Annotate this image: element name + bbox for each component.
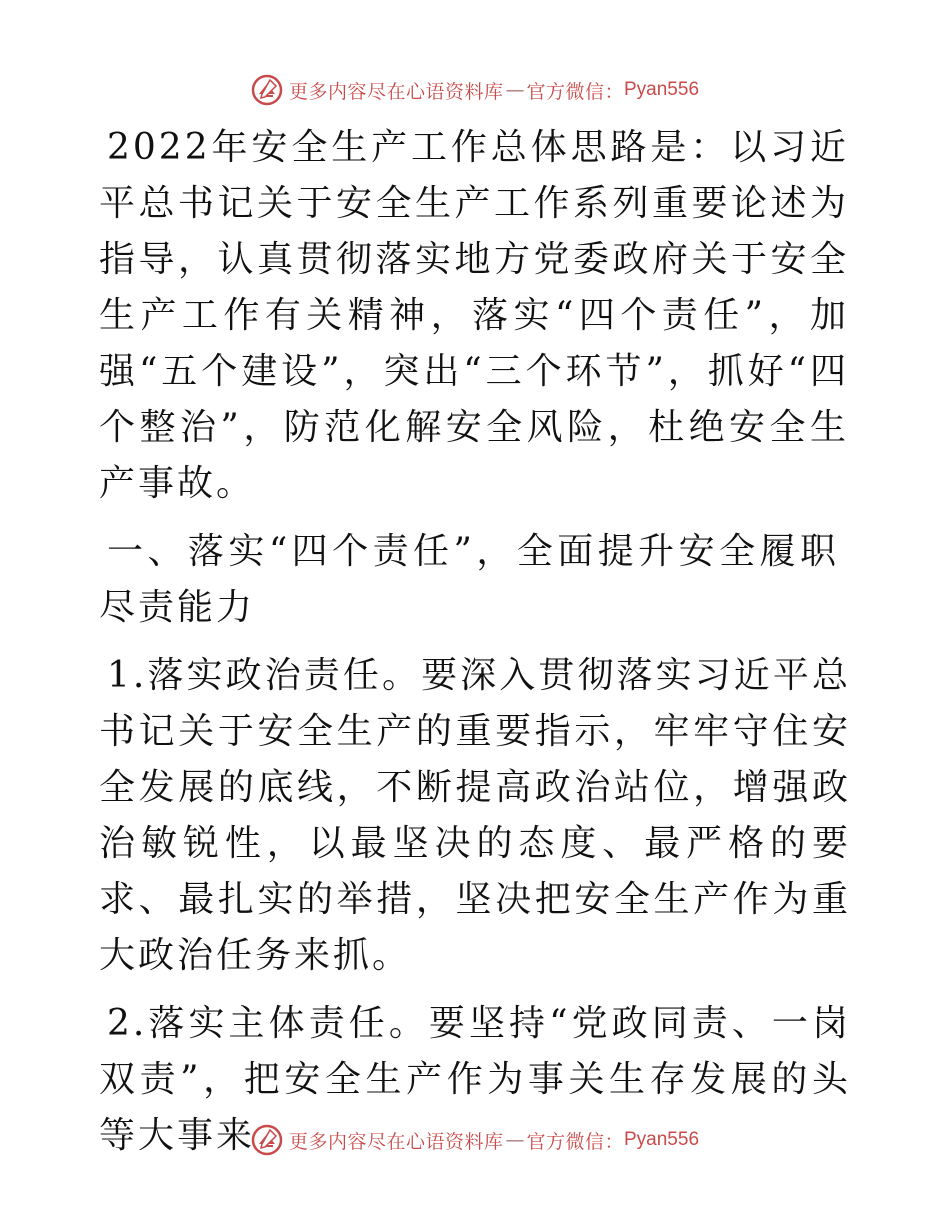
book-pen-icon bbox=[251, 74, 283, 106]
document-body bbox=[99, 120, 854, 1176]
watermark-separator: — bbox=[505, 79, 525, 101]
book-pen-icon bbox=[251, 1124, 283, 1156]
watermark-label: 官方微信： bbox=[526, 80, 624, 103]
intro-paragraph: 2022年安全生产工作总体思路是：以习近平总书记关于安全生产工作系列重要论述为指导，认真贯彻落实地方党委政府关于安全生产工作有关精神，落实“四个责任”，加强“五个建设”，突出“三个环节”，抓好“四个整治”，防范化解安全风险，杜绝安全生产事故。 bbox=[99, 127, 849, 504]
item-paragraph-2: 2.落实主体责任。要坚持“党政同责、一岗双责”，把安全生产作为事关生存发展的头等大事来 bbox=[99, 1003, 851, 1156]
watermark-text: 更多内容尽在心语资料库 bbox=[288, 80, 504, 103]
item-paragraph-1: 1.落实政治责任。要深入贯彻落实习近平总书记关于安全生产的重要指示，牢牢守住安全发展的底线，不断提高政治站位，增强政治敏锐性，以最坚决的态度、最严格的要求、最扎实的举措，坚决把安全生产作为重大政治任务来抓。 bbox=[99, 655, 851, 976]
watermark-text: 更多内容尽在心语资料库 bbox=[288, 1130, 504, 1153]
watermark-account: Pyan556 bbox=[624, 79, 700, 100]
section-heading: 一、落实“四个责任”，全面提升安全履职尽责能力 bbox=[99, 531, 839, 628]
header-watermark bbox=[0, 70, 950, 110]
footer-watermark bbox=[0, 1120, 950, 1160]
watermark-label: 官方微信： bbox=[526, 1130, 624, 1153]
watermark-separator: — bbox=[505, 1129, 525, 1151]
watermark-account: Pyan556 bbox=[624, 1129, 700, 1150]
